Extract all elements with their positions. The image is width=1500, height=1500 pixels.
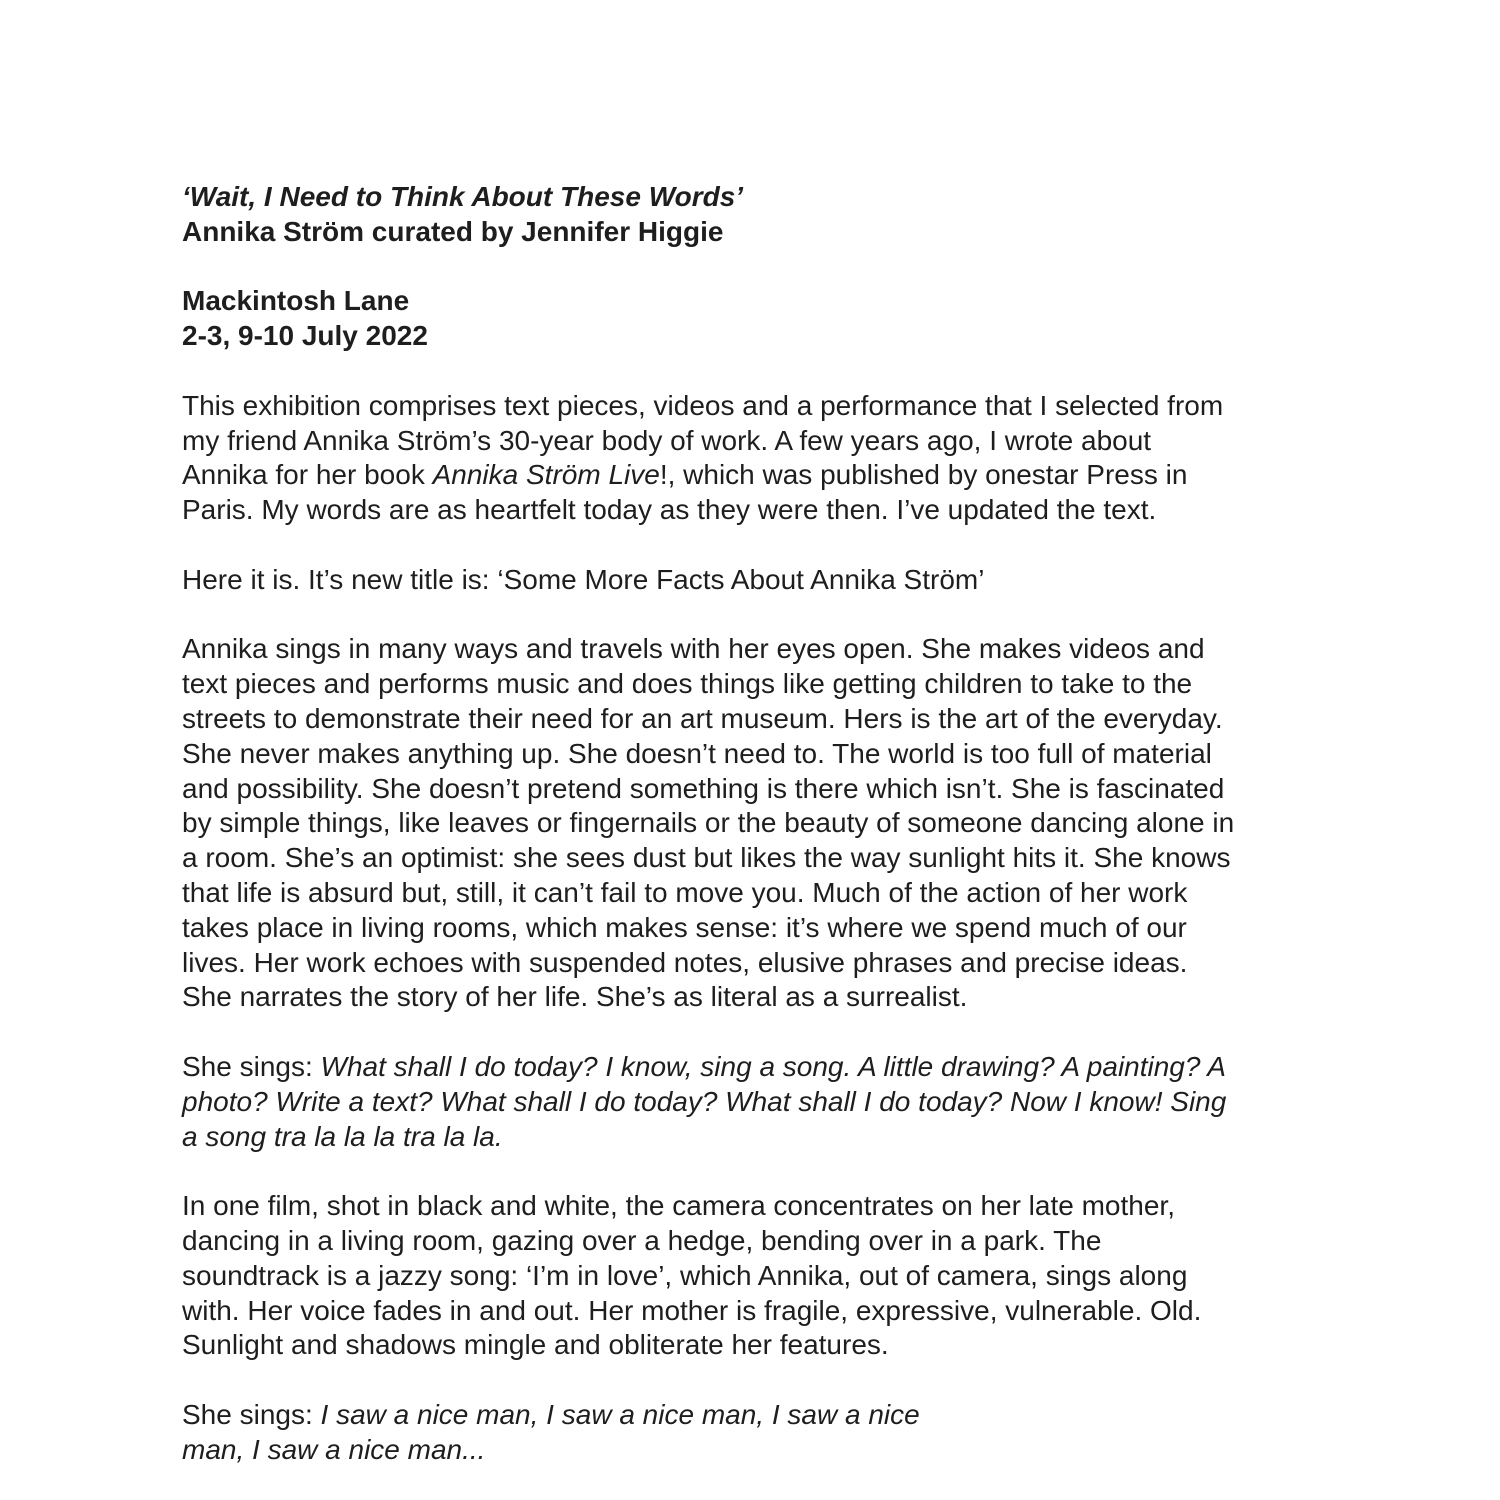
text-line bbox=[182, 737, 1234, 772]
text-line bbox=[182, 841, 1234, 876]
text-line bbox=[182, 563, 1234, 598]
text-segment: Here it is. It’s new title is: ‘Some More Facts About Annika Ström’ bbox=[182, 563, 985, 595]
italic-text: What shall I do today? I know, sing a song. A little drawing? A painting? A bbox=[320, 1050, 1226, 1082]
text-line bbox=[182, 911, 1234, 946]
text-line bbox=[182, 1050, 1234, 1085]
text-line bbox=[182, 876, 1234, 911]
text-segment: She sings: bbox=[182, 1398, 321, 1430]
intro-paragraph bbox=[182, 389, 1234, 528]
text-line bbox=[182, 1189, 1234, 1224]
text-segment: by simple things, like leaves or fingernails or the beauty of someone dancing alone in bbox=[182, 807, 1235, 839]
text-line bbox=[182, 1433, 1234, 1468]
text-segment: Annika Ström curated by Jennifer Higgie bbox=[182, 215, 724, 247]
paragraph-gap bbox=[182, 528, 1234, 563]
text-segment: She never makes anything up. She doesn’t need to. The world is too full of material bbox=[182, 737, 1212, 769]
paragraph-gap bbox=[182, 250, 1234, 285]
paragraph-gap bbox=[182, 1363, 1234, 1398]
text-line bbox=[182, 702, 1234, 737]
paragraph-gap bbox=[182, 1154, 1234, 1189]
text-segment: Paris. My words are as heartfelt today as they were then. I’ve updated the text. bbox=[182, 494, 1157, 526]
text-segment: Annika sings in many ways and travels with her eyes open. She makes videos and bbox=[182, 633, 1205, 665]
text-segment: dancing in a living room, gazing over a hedge, bending over in a park. The bbox=[182, 1224, 1102, 1256]
text-line bbox=[182, 1120, 1234, 1155]
italic-text: man, I saw a nice man... bbox=[182, 1433, 486, 1465]
text-segment: streets to demonstrate their need for an art museum. Hers is the art of the everyday. bbox=[182, 702, 1223, 734]
document-body bbox=[182, 180, 1234, 1467]
italic-text: Annika Ström Live bbox=[432, 459, 660, 491]
film-paragraph bbox=[182, 1189, 1234, 1363]
song-paragraph-1 bbox=[182, 1050, 1234, 1154]
text-line bbox=[182, 493, 1234, 528]
text-segment: She sings: bbox=[182, 1050, 321, 1082]
text-line bbox=[182, 806, 1234, 841]
text-line bbox=[182, 180, 1234, 215]
text-segment: This exhibition comprises text pieces, videos and a performance that I selected from bbox=[182, 389, 1224, 421]
text-segment: a room. She’s an optimist: she sees dust but likes the way sunlight hits it. She knows bbox=[182, 842, 1231, 874]
text-line bbox=[182, 1259, 1234, 1294]
text-segment: lives. Her work echoes with suspended notes, elusive phrases and precise ideas. bbox=[182, 946, 1188, 978]
song-paragraph-2 bbox=[182, 1398, 1234, 1468]
text-segment: Sunlight and shadows mingle and obliterate her features. bbox=[182, 1329, 889, 1361]
italic-text: photo? Write a text? What shall I do today? What shall I do today? Now I know! Sing bbox=[182, 1085, 1227, 1117]
text-line bbox=[182, 424, 1234, 459]
paragraph-gap bbox=[182, 354, 1234, 389]
text-segment: Annika for her book bbox=[182, 459, 433, 491]
text-segment: In one film, shot in black and white, the camera concentrates on her late mother, bbox=[182, 1190, 1175, 1222]
paragraph-gap bbox=[182, 598, 1234, 633]
text-segment: 2-3, 9-10 July 2022 bbox=[182, 320, 428, 352]
text-segment: Mackintosh Lane bbox=[182, 285, 410, 317]
text-line bbox=[182, 215, 1234, 250]
text-line bbox=[182, 389, 1234, 424]
italic-text: ‘Wait, I Need to Think About These Words’ bbox=[182, 181, 744, 212]
text-line bbox=[182, 1328, 1234, 1363]
text-line bbox=[182, 632, 1234, 667]
text-line bbox=[182, 1294, 1234, 1329]
text-segment: text pieces and performs music and does things like getting children to take to the bbox=[182, 668, 1193, 700]
text-line bbox=[182, 284, 1234, 319]
text-line bbox=[182, 319, 1234, 354]
text-segment: with. Her voice fades in and out. Her mother is fragile, expressive, vulnerable. Old. bbox=[182, 1294, 1202, 1326]
title-block bbox=[182, 180, 1234, 250]
italic-text: I saw a nice man, I saw a nice man, I saw a nice bbox=[320, 1398, 920, 1430]
facts-paragraph bbox=[182, 632, 1234, 1015]
text-line bbox=[182, 1224, 1234, 1259]
text-line bbox=[182, 667, 1234, 702]
text-line bbox=[182, 458, 1234, 493]
text-segment: takes place in living rooms, which makes sense: it’s where we spend much of our bbox=[182, 911, 1187, 943]
text-segment: my friend Annika Ström’s 30-year body of work. A few years ago, I wrote about bbox=[182, 424, 1152, 456]
paragraph-gap bbox=[182, 1015, 1234, 1050]
text-segment: and possibility. She doesn’t pretend something is there which isn’t. She is fascinated bbox=[182, 772, 1225, 804]
new-title-paragraph bbox=[182, 563, 1234, 598]
text-segment: She narrates the story of her life. She’s as literal as a surrealist. bbox=[182, 981, 968, 1013]
venue-block bbox=[182, 284, 1234, 354]
italic-text: a song tra la la la tra la la. bbox=[182, 1120, 503, 1152]
text-line bbox=[182, 980, 1234, 1015]
text-segment: soundtrack is a jazzy song: ‘I’m in love’, which Annika, out of camera, sings along bbox=[182, 1259, 1188, 1291]
text-segment: !, which was published by onestar Press in bbox=[659, 459, 1188, 491]
text-segment: that life is absurd but, still, it can’t fail to move you. Much of the action of her work bbox=[182, 876, 1188, 908]
text-line bbox=[182, 1085, 1234, 1120]
text-line bbox=[182, 1398, 1234, 1433]
text-line bbox=[182, 772, 1234, 807]
text-line bbox=[182, 946, 1234, 981]
